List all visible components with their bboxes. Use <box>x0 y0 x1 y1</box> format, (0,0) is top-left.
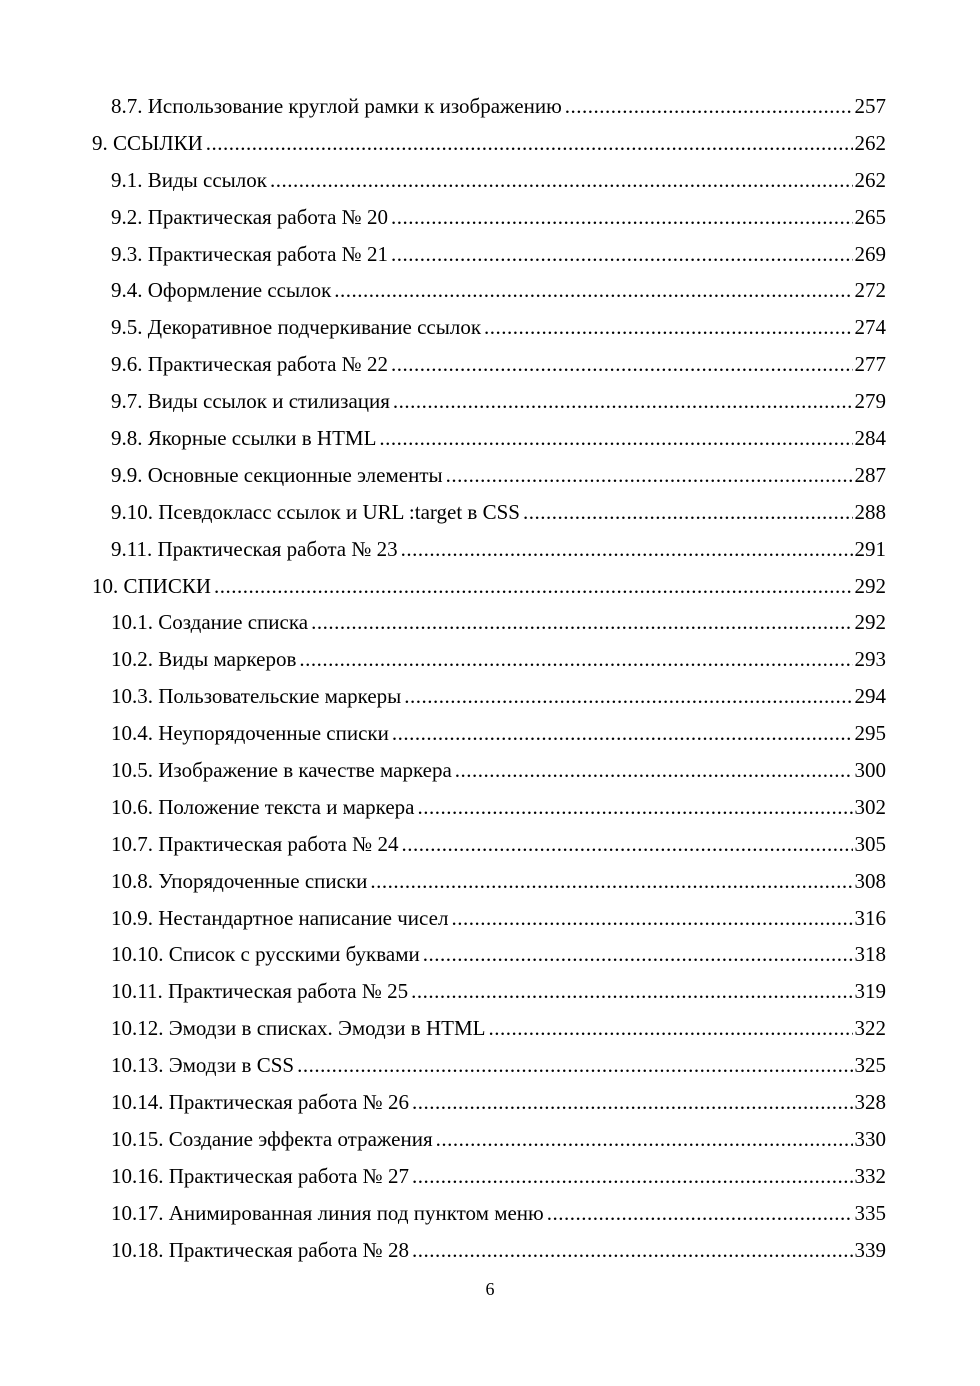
toc-section-entry[interactable] <box>92 88 886 125</box>
toc-entry-title: 10.11. Практическая работа № 25 <box>111 979 409 1004</box>
toc-chapter-entry[interactable] <box>92 125 886 162</box>
toc-entry-page-number: 328 <box>854 1090 886 1115</box>
toc-dot-leader <box>411 973 852 1010</box>
toc-entry-title: 10.3. Пользовательские маркеры <box>111 684 402 709</box>
toc-dot-leader <box>488 1010 852 1047</box>
toc-dot-leader <box>423 936 853 973</box>
toc-entry-page-number: 274 <box>854 315 886 340</box>
toc-dot-leader <box>299 641 852 678</box>
toc-section-entry[interactable] <box>92 199 886 236</box>
toc-section-entry[interactable] <box>92 936 886 973</box>
toc-entry-page-number: 308 <box>854 868 886 893</box>
toc-entry-page-number: 332 <box>854 1163 886 1188</box>
toc-entry-page-number: 322 <box>854 1016 886 1041</box>
toc-entry-page-number: 257 <box>854 94 886 118</box>
toc-entry-page-number: 316 <box>854 905 886 930</box>
toc-dot-leader <box>270 162 853 199</box>
toc-entry-page-number: 319 <box>854 979 886 1004</box>
toc-entry-title: 9.6. Практическая работа № 22 <box>111 352 388 377</box>
toc-section-entry[interactable] <box>92 1158 886 1195</box>
toc-section-entry[interactable] <box>92 1121 886 1158</box>
toc-section-entry[interactable] <box>92 789 886 826</box>
toc-entry-page-number: 287 <box>854 462 886 487</box>
toc-section-entry[interactable] <box>92 715 886 752</box>
toc-entry-page-number: 305 <box>854 831 886 856</box>
toc-entry-page-number: 272 <box>854 278 886 303</box>
toc-dot-leader <box>379 420 852 457</box>
toc-section-entry[interactable] <box>92 641 886 678</box>
toc-entry-page-number: 294 <box>854 684 886 709</box>
toc-dot-leader <box>446 457 853 494</box>
toc-dot-leader <box>370 863 852 900</box>
toc-section-entry[interactable] <box>92 678 886 715</box>
toc-entry-page-number: 284 <box>854 426 886 451</box>
toc-entry-title: 9.9. Основные секционные элементы <box>111 462 443 487</box>
toc-entry-title: 10.7. Практическая работа № 24 <box>111 831 399 856</box>
toc-section-entry[interactable] <box>92 1232 886 1269</box>
toc-entry-title: 10.8. Упорядоченные списки <box>111 868 368 893</box>
toc-section-entry[interactable] <box>92 162 886 199</box>
toc-chapter-entry[interactable] <box>92 568 886 605</box>
toc-section-entry[interactable] <box>92 604 886 641</box>
toc-dot-leader <box>436 1121 853 1158</box>
toc-dot-leader <box>565 88 853 125</box>
toc-entry-page-number: 302 <box>854 794 886 819</box>
toc-dot-leader <box>412 1232 853 1269</box>
toc-dot-leader <box>214 568 852 605</box>
toc-section-entry[interactable] <box>92 1010 886 1047</box>
toc-entry-page-number: 293 <box>854 647 886 672</box>
toc-section-entry[interactable] <box>92 236 886 273</box>
toc-entry-page-number: 291 <box>854 536 886 561</box>
toc-dot-leader <box>401 531 853 568</box>
toc-dot-leader <box>393 383 853 420</box>
toc-entry-page-number: 277 <box>854 352 886 377</box>
toc-dot-leader <box>455 752 853 789</box>
table-of-contents <box>92 88 886 1269</box>
toc-section-entry[interactable] <box>92 420 886 457</box>
toc-entry-page-number: 295 <box>854 721 886 746</box>
toc-entry-page-number: 330 <box>854 1126 886 1151</box>
toc-dot-leader <box>391 199 853 236</box>
toc-entry-title: 10.9. Нестандартное написание чисел <box>111 905 449 930</box>
toc-entry-page-number: 262 <box>854 130 886 155</box>
toc-entry-page-number: 335 <box>854 1200 886 1225</box>
toc-entry-title: 9.4. Оформление ссылок <box>111 278 332 303</box>
toc-entry-title: 9.8. Якорные ссылки в HTML <box>111 426 377 451</box>
toc-entry-page-number: 292 <box>854 573 886 598</box>
toc-entry-title: 10.15. Создание эффекта отражения <box>111 1126 433 1151</box>
toc-dot-leader <box>311 604 852 641</box>
toc-entry-page-number: 292 <box>854 610 886 635</box>
toc-dot-leader <box>412 1158 853 1195</box>
toc-entry-title: 9.5. Декоративное подчеркивание ссылок <box>111 315 482 340</box>
toc-entry-title: 10.5. Изображение в качестве маркера <box>111 758 452 783</box>
toc-entry-page-number: 300 <box>854 758 886 783</box>
toc-section-entry[interactable] <box>92 272 886 309</box>
toc-entry-title: 10.14. Практическая работа № 26 <box>111 1090 409 1115</box>
toc-dot-leader <box>334 272 852 309</box>
toc-entry-title: 10.17. Анимированная линия под пунктом меню <box>111 1200 544 1225</box>
toc-entry-title: 10.10. Список с русскими буквами <box>111 942 420 967</box>
toc-dot-leader <box>206 125 853 162</box>
toc-entry-title: 10.4. Неупорядоченные списки <box>111 721 389 746</box>
toc-entry-title: 9.7. Виды ссылок и стилизация <box>111 389 390 414</box>
toc-entry-page-number: 288 <box>854 499 886 524</box>
toc-entry-title: 10.2. Виды маркеров <box>111 647 297 672</box>
toc-section-entry[interactable] <box>92 900 886 937</box>
toc-entry-page-number: 339 <box>854 1237 886 1262</box>
toc-dot-leader <box>391 346 853 383</box>
toc-entry-title: 10.16. Практическая работа № 27 <box>111 1163 409 1188</box>
toc-dot-leader <box>484 309 852 346</box>
toc-section-entry[interactable] <box>92 826 886 863</box>
toc-section-entry[interactable] <box>92 973 886 1010</box>
toc-entry-page-number: 265 <box>854 204 886 229</box>
toc-entry-page-number: 269 <box>854 241 886 266</box>
toc-dot-leader <box>391 236 853 273</box>
toc-section-entry[interactable] <box>92 1084 886 1121</box>
toc-entry-title: 9.10. Псевдокласс ссылок и URL :target в CSS <box>111 499 520 524</box>
toc-section-entry[interactable] <box>92 863 886 900</box>
toc-section-entry[interactable] <box>92 494 886 531</box>
toc-entry-title: 9.3. Практическая работа № 21 <box>111 241 388 266</box>
toc-dot-leader <box>412 1084 853 1121</box>
toc-dot-leader <box>404 678 852 715</box>
toc-entry-title: 10.18. Практическая работа № 28 <box>111 1237 409 1262</box>
toc-entry-title: 8.7. Использование круглой рамки к изображению <box>111 94 562 118</box>
toc-entry-title: 9.2. Практическая работа № 20 <box>111 204 388 229</box>
toc-section-entry[interactable] <box>92 346 886 383</box>
toc-entry-page-number: 318 <box>854 942 886 967</box>
toc-section-entry[interactable] <box>92 531 886 568</box>
toc-entry-title: 10. СПИСКИ <box>92 573 212 598</box>
toc-entry-title: 10.13. Эмодзи в CSS <box>111 1053 295 1078</box>
toc-entry-title: 10.1. Создание списка <box>111 610 309 635</box>
toc-dot-leader <box>401 826 852 863</box>
toc-entry-page-number: 325 <box>854 1053 886 1078</box>
toc-dot-leader <box>297 1047 852 1084</box>
toc-dot-leader <box>451 900 852 937</box>
toc-section-entry[interactable] <box>92 383 886 420</box>
toc-section-entry[interactable] <box>92 1047 886 1084</box>
toc-entry-title: 10.6. Положение текста и маркера <box>111 794 415 819</box>
toc-entry-title: 9. ССЫЛКИ <box>92 130 203 155</box>
toc-entry-title: 10.12. Эмодзи в списках. Эмодзи в HTML <box>111 1016 486 1041</box>
toc-dot-leader <box>523 494 853 531</box>
toc-entry-title: 9.1. Виды ссылок <box>111 167 267 192</box>
toc-dot-leader <box>417 789 852 826</box>
toc-entry-title: 9.11. Практическая работа № 23 <box>111 536 398 561</box>
toc-section-entry[interactable] <box>92 1195 886 1232</box>
toc-entry-page-number: 279 <box>854 389 886 414</box>
toc-dot-leader <box>547 1195 853 1232</box>
toc-section-entry[interactable] <box>92 309 886 346</box>
toc-dot-leader <box>392 715 853 752</box>
toc-entry-page-number: 262 <box>854 167 886 192</box>
toc-section-entry[interactable] <box>92 752 886 789</box>
toc-section-entry[interactable] <box>92 457 886 494</box>
page-number: 6 <box>485 1279 495 1299</box>
